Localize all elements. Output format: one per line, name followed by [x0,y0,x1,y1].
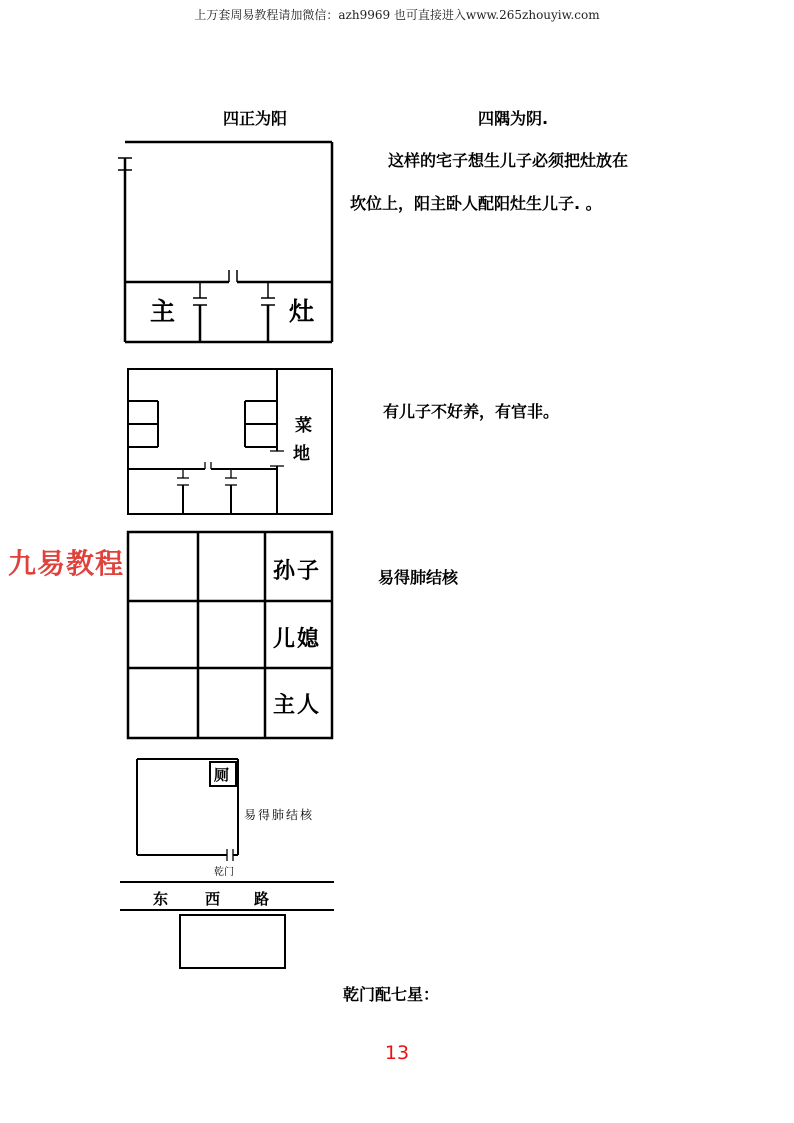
diagram2-text: 有儿子不好养，有官非。 [383,402,560,421]
page-number: 13 [384,1042,410,1064]
vegetable-garden-label-1: 菜 [295,416,312,436]
toilet-label: 厕 [214,766,230,784]
watermark-logo: 九易教程 [8,547,125,580]
page-header: 上万套周易教程请加微信：azh9969 也可直接进入www.265zhouyiw.com [194,8,600,22]
room-label-stove: 灶 [289,297,315,326]
room-label-master: 主 [150,297,176,326]
cell-master: 主人 [273,692,322,718]
diagram4-side-note: 易得肺结核 [244,808,315,822]
footer-text: 乾门配七星： [343,985,440,1004]
diagram3-text: 易得肺结核 [378,568,459,587]
diagram1-text-line2: 坎位上，阳主卧人配阳灶生儿子. 。 [350,194,602,213]
heading-yang: 四正为阳 [223,109,288,128]
cell-daughter-in-law: 儿媳 [273,626,322,652]
vegetable-garden-label-2: 地 [293,444,310,464]
road-label-road: 路 [254,890,270,908]
road-label-east: 东 [153,890,169,908]
cell-grandson: 孙子 [273,558,322,584]
road-label-west: 西 [205,890,221,908]
qian-gate-label: 乾门 [214,867,234,878]
diagram1-text-line1: 这样的宅子想生儿子必须把灶放在 [388,151,629,170]
heading-yin: 四隅为阴. [478,109,549,128]
